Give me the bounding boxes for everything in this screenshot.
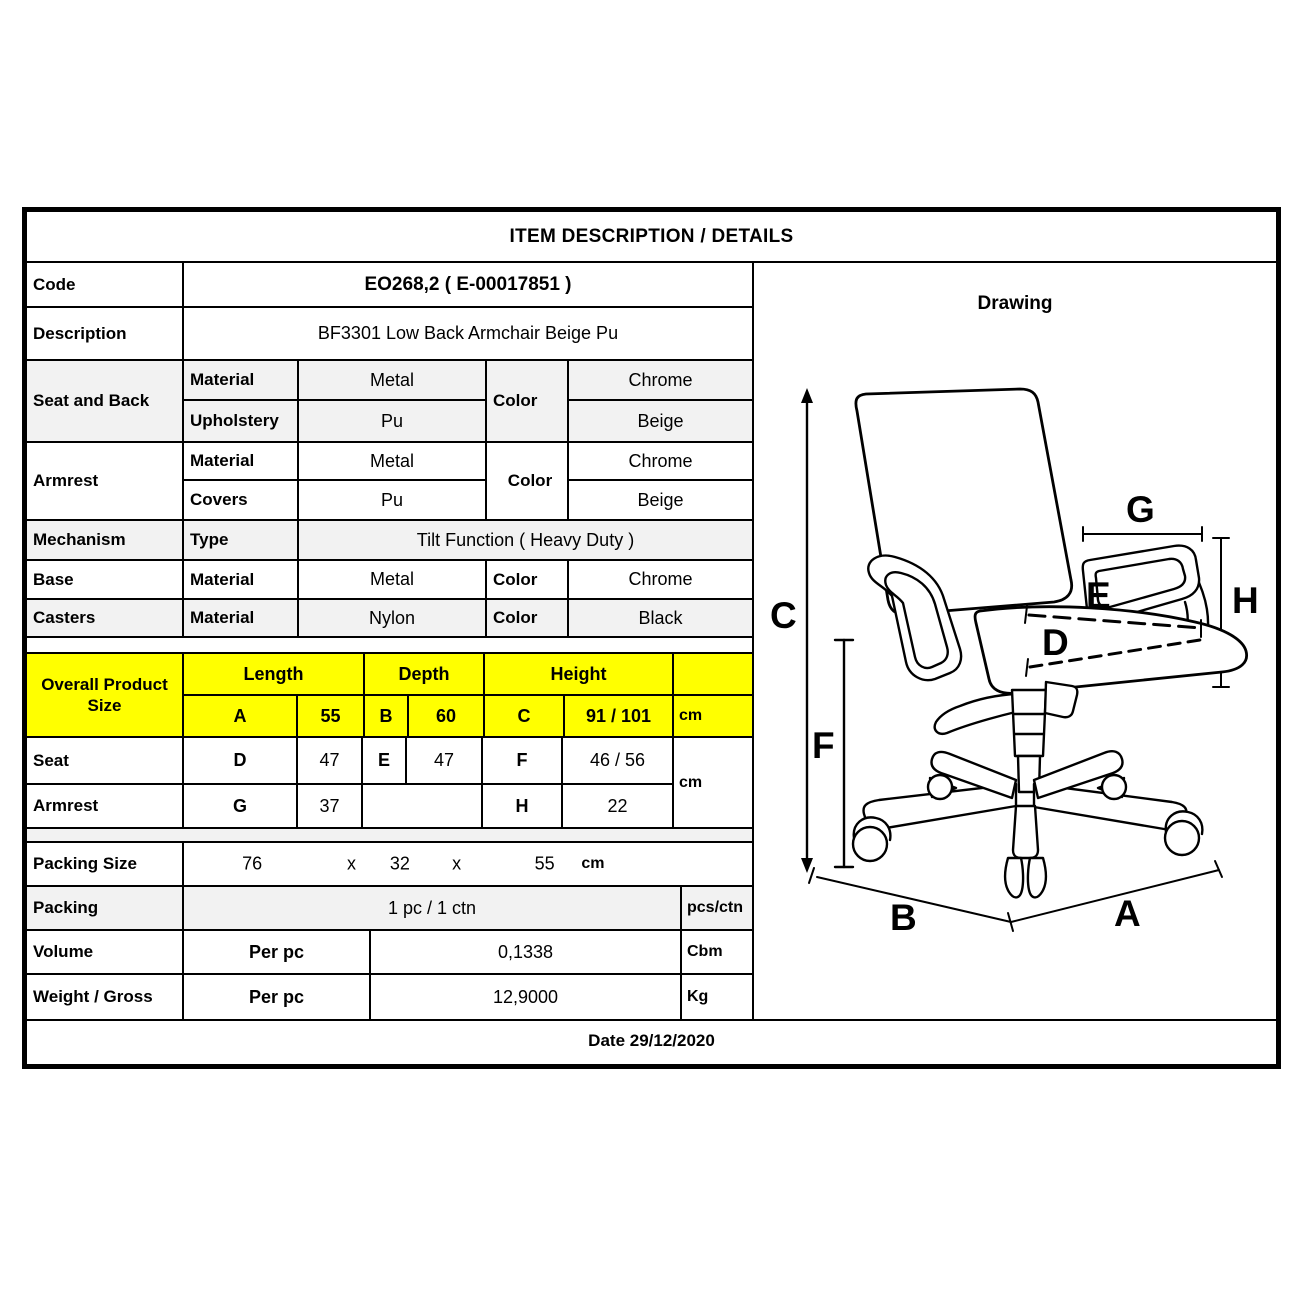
base-value: Metal (299, 561, 487, 598)
packing-size-x1: x (347, 853, 357, 874)
dim-c-key: C (485, 696, 565, 736)
dim-a-key: A (184, 696, 298, 736)
code-value: EO268,2 ( E-00017851 ) (364, 273, 572, 295)
sb-upholstery-key: Upholstery (184, 401, 299, 441)
dim-line-f (835, 640, 853, 867)
dim-f-value: 46 / 56 (589, 750, 646, 770)
date-label: Date 29/12/2020 (27, 1019, 1276, 1060)
armrest-label: Armrest (27, 443, 184, 519)
dim-d-key: D (184, 738, 298, 783)
dim-empty-cell (363, 785, 483, 827)
armrest-color2: Beige (637, 489, 684, 510)
chair-line-drawing (754, 310, 1276, 1010)
spacer-row (27, 638, 752, 654)
seat-armrest-unit: cm (679, 773, 703, 791)
sb-color1: Chrome (628, 369, 693, 390)
height-header: Height (485, 654, 672, 696)
overall-unit: cm (679, 707, 703, 724)
chair-adjust-knob (1045, 682, 1077, 717)
dim-label-c: C (770, 595, 797, 636)
code-label: Code (27, 263, 184, 306)
spec-table-left (27, 263, 754, 1019)
weight-unit: Kg (687, 988, 709, 1005)
dim-e-key: E (363, 738, 407, 783)
dim-f-key: F (483, 738, 563, 783)
spacer-row (27, 829, 752, 843)
drawing-title: Drawing (977, 293, 1053, 314)
packing-unit: pcs/ctn (687, 899, 744, 916)
base-key: Material (184, 561, 299, 598)
base-color-label: Color (487, 561, 569, 598)
armrest-color1: Chrome (628, 450, 693, 471)
dim-label-a: A (1114, 893, 1141, 934)
page-title: ITEM DESCRIPTION / DETAILS (27, 212, 1276, 263)
dim-line-c (801, 388, 813, 873)
depth-header: Depth (365, 654, 483, 696)
unit-header-empty (674, 654, 752, 696)
dim-label-f: F (812, 725, 835, 766)
dim-label-b: B (890, 897, 917, 938)
length-header: Length (184, 654, 363, 696)
seat-dim-label: Seat (27, 738, 184, 783)
row-code (27, 263, 752, 308)
armrest-covers-value: Pu (299, 481, 487, 519)
packing-size-label: Packing Size (27, 843, 184, 885)
casters-color-label: Color (487, 600, 569, 636)
row-packing-size (27, 843, 752, 887)
description-label: Description (27, 308, 184, 359)
dim-d-value: 47 (298, 738, 363, 783)
spec-table (22, 207, 1281, 1069)
dim-g-key: G (184, 785, 298, 827)
dim-b-value: 60 (435, 705, 457, 726)
seat-and-back-label: Seat and Back (27, 361, 184, 441)
sb-color2: Beige (637, 410, 684, 431)
sb-material-key: Material (184, 361, 299, 399)
armrest-dim-label: Armrest (27, 785, 184, 827)
row-seat-and-back (27, 361, 752, 443)
packing-size-x2: x (452, 853, 462, 874)
row-packing (27, 887, 752, 931)
packing-size-v3: 55 (534, 853, 555, 874)
mechanism-value: Tilt Function ( Heavy Duty ) (416, 529, 635, 550)
casters-label: Casters (27, 600, 184, 636)
armrest-material-value: Metal (299, 443, 487, 479)
dim-a-value: 55 (320, 705, 341, 726)
dim-label-e: E (1086, 575, 1111, 616)
armrest-material-key: Material (184, 443, 299, 479)
packing-size-values (184, 843, 752, 885)
packing-label: Packing (27, 887, 184, 929)
dim-h-value: 22 (607, 795, 628, 816)
row-armrest (27, 443, 752, 521)
dim-label-g: G (1126, 489, 1155, 530)
mechanism-key: Type (184, 521, 299, 559)
overall-size-label: Overall Product Size (27, 654, 184, 736)
dim-label-h: H (1232, 580, 1259, 621)
packing-size-unit: cm (581, 855, 605, 872)
packing-size-v1: 76 (242, 853, 263, 874)
casters-value: Nylon (299, 600, 487, 636)
casters-color: Black (638, 607, 683, 628)
packing-size-v2: 32 (389, 853, 410, 874)
row-weight (27, 975, 752, 1019)
dim-h-key: H (483, 785, 563, 827)
base-label: Base (27, 561, 184, 598)
row-base (27, 561, 752, 600)
armrest-color-label: Color (487, 443, 569, 519)
row-seat-armrest-dims (27, 738, 752, 829)
mechanism-label: Mechanism (27, 521, 184, 559)
row-mechanism (27, 521, 752, 561)
dim-e-value: 47 (407, 738, 483, 783)
dim-g-value: 37 (298, 785, 363, 827)
weight-per: Per pc (184, 975, 371, 1019)
volume-unit: Cbm (687, 943, 723, 960)
base-color: Chrome (628, 569, 693, 589)
volume-label: Volume (27, 931, 184, 973)
sb-color-label: Color (487, 361, 569, 441)
sb-upholstery-value: Pu (299, 401, 487, 441)
drawing-cell (754, 263, 1276, 1019)
armrest-covers-key: Covers (184, 481, 299, 519)
description-value: BF3301 Low Back Armchair Beige Pu (317, 323, 619, 343)
row-description (27, 308, 752, 361)
volume-value: 0,1338 (371, 931, 682, 973)
row-volume (27, 931, 752, 975)
weight-value: 12,9000 (371, 975, 682, 1019)
dim-b-key: B (365, 696, 409, 736)
volume-per: Per pc (184, 931, 371, 973)
packing-value: 1 pc / 1 ctn (184, 887, 682, 929)
weight-label: Weight / Gross (27, 975, 184, 1019)
row-casters (27, 600, 752, 638)
dim-label-d: D (1042, 622, 1069, 663)
casters-key: Material (184, 600, 299, 636)
row-overall-size (27, 654, 752, 738)
dim-c-value: 91 / 101 (585, 705, 652, 726)
sb-material-value: Metal (299, 361, 487, 399)
